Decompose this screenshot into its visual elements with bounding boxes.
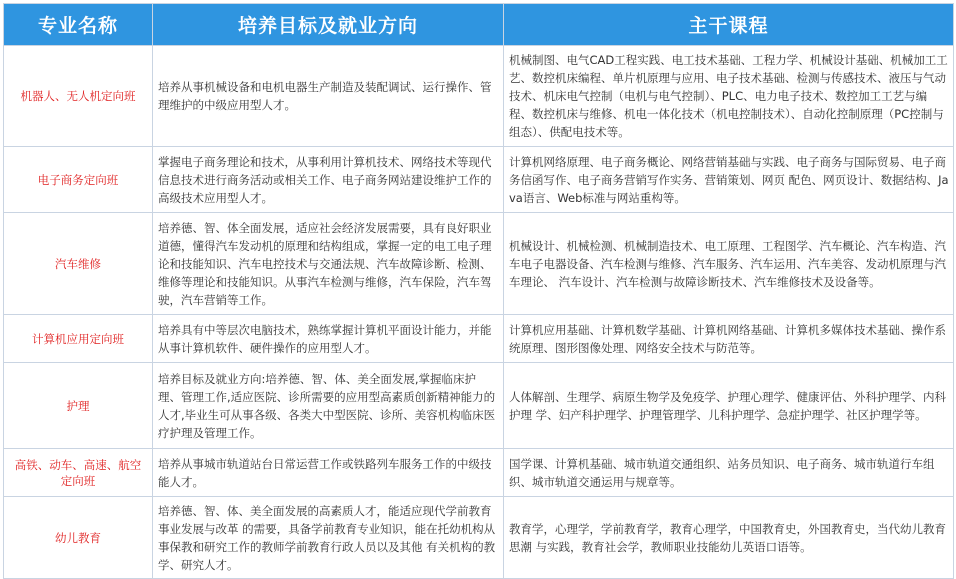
table-header-row xyxy=(4,4,954,46)
major-name: 护理 xyxy=(4,363,153,449)
main-courses: 机械设计、机械检测、机械制造技术、电工原理、工程图学、汽车概论、汽车构造、汽车电子电器设备、汽车检测与维修、汽车服务、汽车运用、汽车美容、发动机原理与汽车理论、 汽车设计、汽车检测与故障诊断技术、汽车维修技术及设备等。 xyxy=(504,213,954,315)
table-row xyxy=(4,213,954,315)
training-goal: 培养具有中等层次电脑技术，熟练掌握计算机平面设计能力，并能从事计算机软件、硬件操作的应用型人才。 xyxy=(153,315,504,363)
training-goal: 培养从事城市轨道站台日常运营工作或铁路列车服务工作的中级技能人才。 xyxy=(153,449,504,497)
header-courses: 主干课程 xyxy=(504,4,954,46)
major-name: 高铁、动车、高速、航空定向班 xyxy=(4,449,153,497)
major-name: 电子商务定向班 xyxy=(4,147,153,213)
main-courses: 国学课、计算机基础、城市轨道交通组织、站务员知识、电子商务、城市轨道行车组织、城市轨道交通运用与规章等。 xyxy=(504,449,954,497)
training-goal: 培养德、智、体全面发展，适应社会经济发展需要，具有良好职业道德，懂得汽车发动机的原理和结构组成，掌握一定的电工电子理论和技能知识、汽车电控技术与交通法规、汽车故障诊断、检测、维修等理论和技能知识。从事汽车检测与维修，汽车保险，汽车驾驶，汽车营销等工作。 xyxy=(153,213,504,315)
table-row xyxy=(4,46,954,147)
major-name: 机器人、无人机定向班 xyxy=(4,46,153,147)
main-courses: 教育学，心理学，学前教育学，教育心理学，中国教育史，外国教育史，当代幼儿教育思潮 与实践，教育社会学，教师职业技能幼儿英语口语等。 xyxy=(504,497,954,579)
main-courses: 计算机应用基础、计算机数学基础、计算机网络基础、计算机多媒体技术基础、操作系统原理、图形图像处理、网络安全技术与防范等。 xyxy=(504,315,954,363)
table-row xyxy=(4,497,954,579)
main-courses: 人体解剖、生理学、病原生物学及免疫学、护理心理学、健康评估、外科护理学、内科护理 学、妇产科护理学、护理管理学、儿科护理学、急症护理学、社区护理学等。 xyxy=(504,363,954,449)
main-courses: 机械制图、电气CAD工程实践、电工技术基础、工程力学、机械设计基础、机械加工工艺、数控机床编程、单片机原理与应用、电子技术基础、检测与传感技术、液压与气动技术、机床电气控制（电机与电气控制）、PLC、电力电子技术、数控加工工艺与编程、数控机床与维修、机电一体化技术（机电控制技术）、自动化控制原理（PC控制与组态）、供配电技术等。 xyxy=(504,46,954,147)
training-goal: 培养目标及就业方向:培养德、智、体、美全面发展,掌握临床护理、管理工作,适应医院、诊所需要的应用型高素质创新精神能力的人才,毕业生可从事各级、各类大中型医院、诊所、美容机构临床医疗护理及管理工作。 xyxy=(153,363,504,449)
major-name: 汽车维修 xyxy=(4,213,153,315)
training-goal: 掌握电子商务理论和技术，从事利用计算机技术、网络技术等现代信息技术进行商务活动或相关工作、电子商务网站建设维护工作的高级技术应用型人才。 xyxy=(153,147,504,213)
table-row xyxy=(4,147,954,213)
header-major-name: 专业名称 xyxy=(4,4,153,46)
major-name: 计算机应用定向班 xyxy=(4,315,153,363)
training-goal: 培养德、智、体、美全面发展的高素质人才，能适应现代学前教育事业发展与改革 的需要，具备学前教育专业知识，能在托幼机构从事保教和研究工作的教师学前教育行政人员以及其他 有关机构的教学、研究人才。 xyxy=(153,497,504,579)
main-courses: 计算机网络原理、电子商务概论、网络营销基础与实践、电子商务与国际贸易、电子商务信函写作、电子商务营销写作实务、营销策划、网页 配色、网页设计、数据结构、Java语言、Web标准与网站重构等。 xyxy=(504,147,954,213)
training-goal: 培养从事机械设备和电机电器生产制造及装配调试、运行操作、管理维护的中级应用型人才。 xyxy=(153,46,504,147)
table-row xyxy=(4,449,954,497)
majors-table xyxy=(3,3,954,579)
header-goal: 培养目标及就业方向 xyxy=(153,4,504,46)
major-name: 幼儿教育 xyxy=(4,497,153,579)
table-row xyxy=(4,363,954,449)
table-row xyxy=(4,315,954,363)
